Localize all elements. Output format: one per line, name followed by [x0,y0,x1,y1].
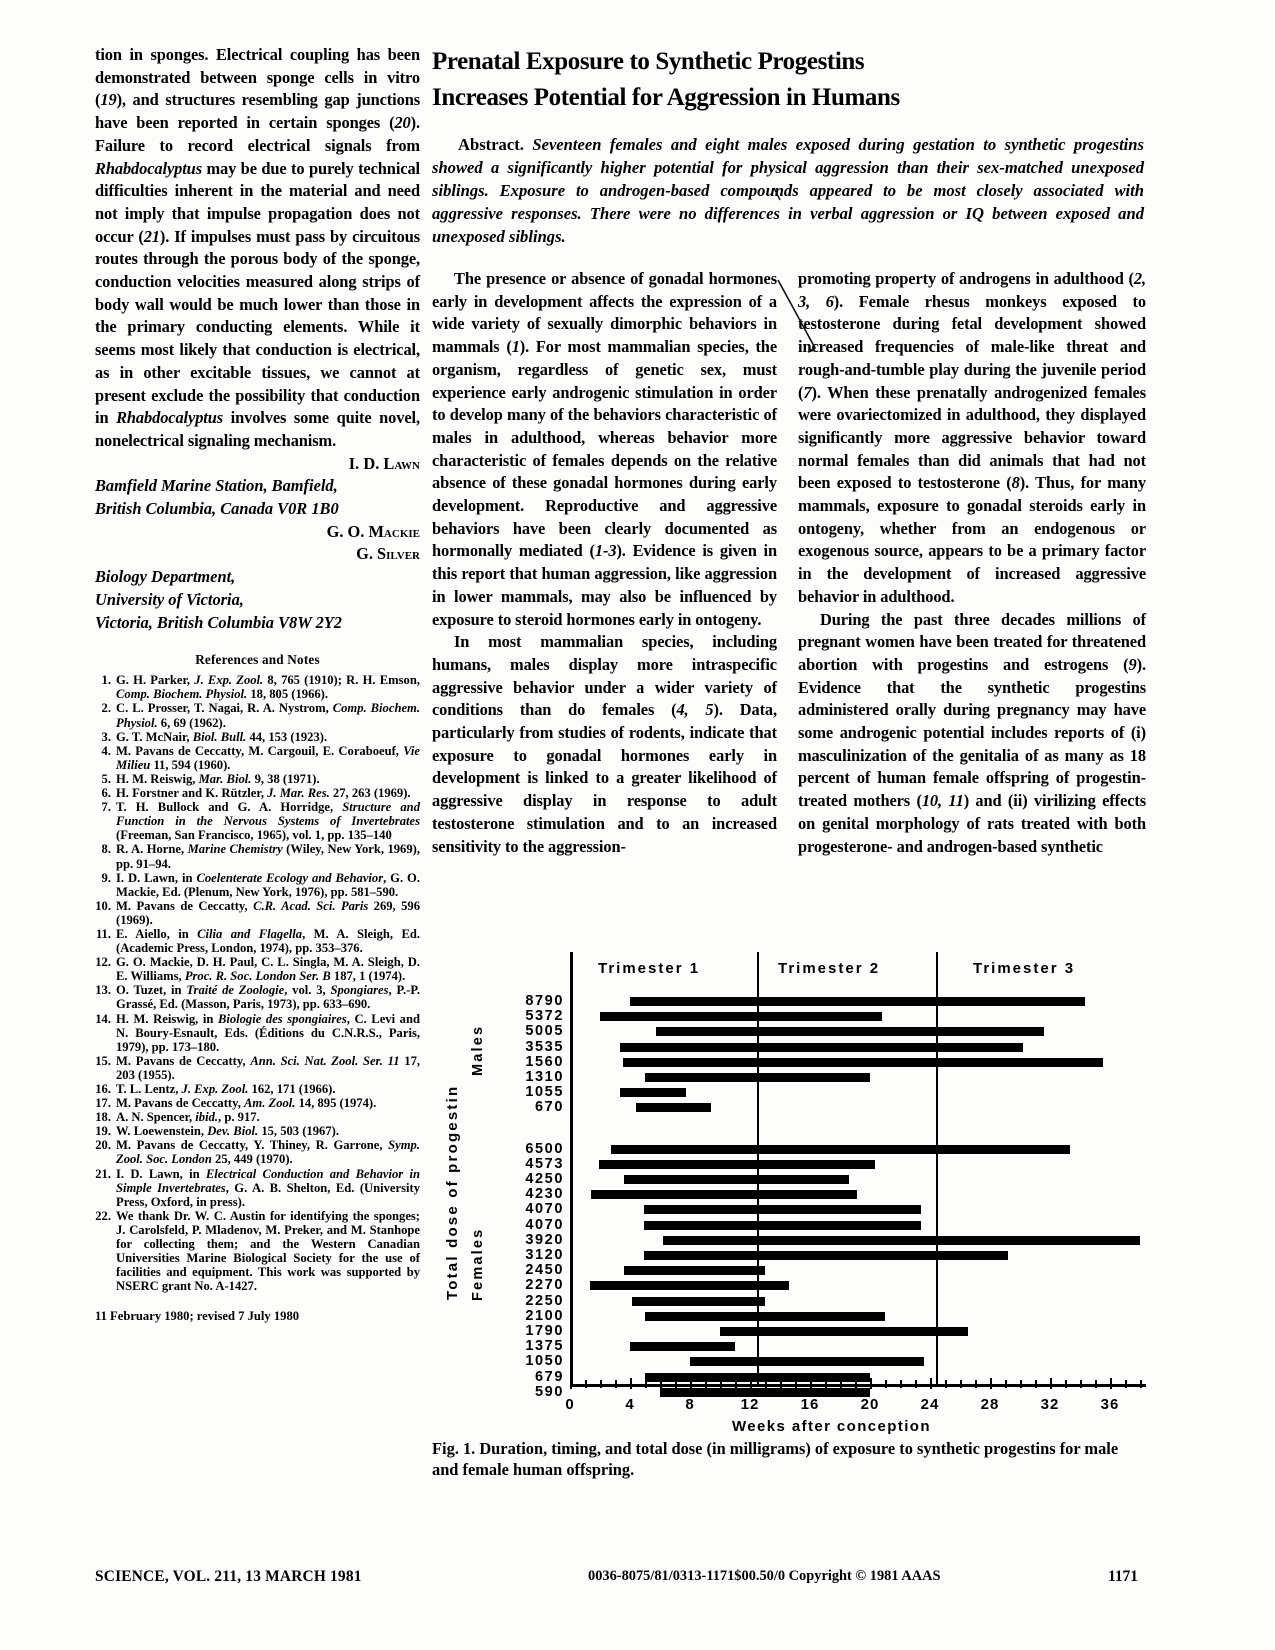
body-paragraph: In most mammalian species, including humans, males display more intraspecific aggressive behavior under a wider variety of conditions than do females (4, 5). Data, particularly from studies of rodents, indicate that exposure to gonadal hormones early in development is linked to a greater likelihood of aggressive display in response to adult testosterone stimulation and to an increased sensitivity to the aggression- [432,632,778,856]
reference-item [95,983,420,1011]
x-axis-minor-tick [615,1380,617,1388]
y-axis-title: Total dose of progestin [444,1084,461,1300]
x-axis-minor-tick [1125,1380,1127,1388]
x-axis-minor-tick [1065,1380,1067,1388]
abstract-label: Abstract. [458,135,524,154]
reference-text: E. Aiello, in Cilia and Flagella, M. A. Sleigh, Ed. (Academic Press, London, 1974), pp. 353–376. [116,926,420,956]
figure-1 [432,940,1147,1500]
dose-label: 4070 [525,1201,564,1218]
author-1-name [95,453,420,476]
dose-label: 2100 [525,1307,564,1324]
affiliation-line: Bamfield Marine Station, Bamfield, [95,476,338,496]
reference-text: M. Pavans de Ceccatty, C.R. Acad. Sci. Paris 269, 596 (1969). [116,898,421,927]
author-2-name [95,521,420,544]
exposure-bar [630,1342,735,1351]
exposure-bar [620,1043,1024,1052]
exposure-bar [611,1145,1070,1154]
reference-text: T. H. Bullock and G. A. Horridge, Structure and Function in the Nervous Systems of Invertebrates (Freeman, San Francisco, 1965), vol. 1, pp. 135–140 [116,800,420,843]
reference-item [95,927,420,955]
reference-item [95,1096,420,1110]
reference-item [95,730,420,744]
reference-number: 8. [101,842,111,857]
x-axis-minor-tick [885,1380,887,1388]
group-label-males: Males [470,1024,486,1077]
exposure-bar [645,1312,885,1321]
dose-label: 3120 [525,1247,564,1263]
exposure-bar [663,1236,1140,1245]
reference-item [95,899,420,927]
left-column [95,44,420,1324]
reference-number: 2. [101,701,111,716]
x-axis-major-tick [1050,1378,1052,1389]
x-axis-minor-tick [900,1380,902,1388]
x-axis-minor-tick [915,1380,917,1388]
dose-label: 2250 [525,1292,564,1309]
exposure-bar [656,1027,1045,1036]
x-axis-minor-tick [600,1380,602,1388]
dose-label: 8790 [525,993,564,1009]
x-axis-minor-tick [1140,1380,1142,1388]
dose-label: 5372 [525,1008,564,1025]
reference-text: W. Loewenstein, Dev. Biol. 15, 503 (1967). [116,1124,339,1139]
x-axis-minor-tick [735,1380,737,1388]
dose-label: 4230 [525,1186,564,1203]
body-paragraph: The presence or absence of gonadal hormones early in development affects the expression of a wide variety of sexually dimorphic behaviors in mammals (1). For most mammalian species, the organism, regardless of genetic sex, must experience early androgenic stimulation in order to develop many of the behaviors characteristic of males in adulthood, whereas behavior more characteristic of females depends on the relative absence of these gonadal hormones during early development. Reproductive and aggressive behaviors have been clearly documented as hormonally mediated (1-3). Evidence is given in this report that human aggression, like aggression in lower mammals, may also be influenced by exposure to steroid hormones early in ontogeny. [432,269,777,629]
x-axis-major-tick [630,1378,632,1389]
reference-item [95,701,420,729]
reference-number: 13. [95,983,111,998]
reference-item [95,1138,420,1166]
exposure-bar [644,1221,922,1230]
reference-text: M. Pavans de Ceccatty, M. Cargouil, E. Coraboeuf, Vie Milieu 11, 594 (1960). [116,743,420,772]
dose-label: 590 [535,1383,564,1400]
dose-label: 4573 [525,1155,564,1172]
dose-label: 5005 [525,1023,564,1040]
reference-item [95,1124,420,1138]
reference-number: 19. [95,1124,111,1139]
reference-number: 4. [101,743,111,758]
x-axis-minor-tick [645,1380,647,1388]
reference-number: 7. [101,800,111,815]
reference-number: 10. [95,898,111,913]
reference-number: 17. [95,1096,111,1111]
x-axis-title: Weeks after conception [732,1418,931,1435]
reference-text: C. L. Prosser, T. Nagai, R. A. Nystrom, Comp. Biochem. Physiol. 6, 69 (1962). [116,701,420,730]
reference-number: 5. [101,771,111,786]
y-axis-line [570,952,573,1384]
affiliation-line: British Columbia, Canada V0R 1B0 [95,499,339,519]
figure-1-chart [432,940,1147,1440]
x-tick-label: 36 [1100,1396,1120,1413]
exposure-bar [645,1373,870,1382]
x-axis-minor-tick [1005,1380,1007,1388]
dose-label: 1050 [525,1353,564,1370]
reference-text: H. M. Reiswig, in Biologie des spongiaires, C. Levi and N. Boury-Esnault, Eds. (Éditions du C.N.R.S., Paris, 1979), pp. 173–180. [116,1011,420,1054]
reference-item [95,871,420,899]
dose-label: 1375 [525,1338,564,1355]
x-axis-minor-tick [945,1380,947,1388]
exposure-bar [720,1327,968,1336]
exposure-bar [632,1297,766,1306]
dose-label: 1560 [525,1053,564,1070]
dose-label: 6500 [525,1140,564,1157]
article-title-line-1: Prenatal Exposure to Synthetic Progestins [432,48,865,75]
dose-label: 4250 [525,1171,564,1187]
reference-text: M. Pavans de Ceccatty, Am. Zool. 14, 895 (1974). [116,1096,377,1111]
reference-number: 3. [101,729,111,744]
dose-label: 1790 [525,1323,564,1339]
author-3-affiliation [95,566,420,634]
reference-text: H. M. Reiswig, Mar. Biol. 9, 38 (1971). [116,771,320,786]
submission-note: 11 February 1980; revised 7 July 1980 [95,1309,300,1324]
author-3-name [95,543,420,566]
article-header [432,44,1147,249]
reference-item [95,842,420,870]
reference-text: R. A. Horne, Marine Chemistry (Wiley, New York, 1969), pp. 91–94. [116,842,420,871]
x-axis-minor-tick [780,1380,782,1388]
x-axis-minor-tick [840,1380,842,1388]
dose-label: 2270 [525,1277,564,1294]
x-tick-label: 0 [565,1396,575,1413]
trimester-label-1: Trimester 1 [598,960,701,977]
dose-label: 2450 [525,1262,564,1279]
reference-item [95,772,420,786]
reference-text: G. H. Parker, J. Exp. Zool. 8, 765 (1910); R. H. Emson, Comp. Biochem. Physiol. 18, 805 (1966). [116,673,420,702]
article-abstract [432,134,1144,249]
body-column-right [798,268,1146,858]
author-name-text: G. O. Mackie [326,521,420,541]
x-axis-major-tick [930,1378,932,1389]
figure-caption: Fig. 1. Duration, timing, and total dose (in milligrams) of exposure to synthetic progestins for male and female human offspring. [432,1439,1119,1479]
exposure-bar [623,1058,1103,1067]
reference-text: O. Tuzet, in Traité de Zoologie, vol. 3, Spongiares, P.-P. Grassé, Ed. (Masson, Paris, 1973), pp. 633–690. [116,983,421,1012]
x-axis-major-tick [870,1378,872,1389]
x-axis-minor-tick [795,1380,797,1388]
reference-number: 16. [95,1082,111,1096]
reference-number: 15. [95,1053,111,1068]
reference-item [95,1209,420,1294]
author-name-text: I. D. Lawn [348,453,420,473]
reference-item [95,800,420,842]
body-paragraph: promoting property of androgens in adulthood (2, 3, 6). Female rhesus monkeys exposed to testosterone during fetal development showed increased frequencies of male-like threat and rough-and-tumble play during the juvenile period (7). When these prenatally androgenized females were ovariectomized in adulthood, they displayed significantly more aggressive behavior toward normal females than did animals that had not been exposed to testosterone (8). Thus, for many mammals, exposure to gonadal steroids early in ontogeny, whether from an endogenous or exogenous source, appears to be a primary factor in the development of increased aggressive behavior in adulthood. [798,269,1146,606]
x-axis-major-tick [690,1378,692,1389]
dose-label: 3920 [525,1231,564,1248]
x-axis-major-tick [750,1378,752,1389]
reference-number: 21. [95,1166,111,1181]
x-axis-minor-tick [705,1380,707,1388]
x-axis-minor-tick [1035,1380,1037,1388]
x-axis-minor-tick [975,1380,977,1388]
x-tick-label: 20 [860,1396,880,1413]
x-axis-minor-tick [660,1380,662,1388]
exposure-bar [644,1251,1009,1260]
reference-number: 12. [95,955,111,970]
reference-text: A. N. Spencer, ibid., p. 917. [116,1110,260,1125]
exposure-bar [644,1205,922,1214]
trimester-label-2: Trimester 2 [778,960,881,977]
group-label-females: Females [470,1227,486,1301]
reference-number: 18. [95,1110,111,1125]
author-1-affiliation [95,475,420,520]
reference-text: G. T. McNair, Biol. Bull. 44, 153 (1923). [116,729,328,744]
continued-article-text [95,44,420,453]
reference-item [95,786,420,800]
reference-number: 22. [95,1208,111,1223]
trimester-2-3-divider [936,952,938,1386]
exposure-bar [620,1088,686,1097]
reference-item [95,1054,420,1082]
article-title [432,44,1132,116]
dose-label: 679 [535,1368,564,1385]
exposure-bar [591,1190,857,1199]
x-axis-major-tick [990,1378,992,1389]
reference-text: M. Pavans de Ceccatty, Ann. Sci. Nat. Zool. Ser. 11 17, 203 (1955). [116,1053,421,1082]
reference-text: I. D. Lawn, in Coelenterate Ecology and Behavior, G. O. Mackie, Ed. (Plenum, New York, 1976), pp. 581–590. [116,870,420,899]
references-list [95,673,420,1293]
reference-text: G. O. Mackie, D. H. Paul, C. L. Singla, M. A. Sleigh, D. E. Williams, Proc. R. Soc. London Ser. B 187, 1 (1974). [116,955,420,984]
reference-text: T. L. Lentz, J. Exp. Zool. 162, 171 (1966). [116,1082,336,1096]
x-axis-minor-tick [675,1380,677,1388]
abstract-text: Seventeen females and eight males exposed during gestation to synthetic progestins showed a significantly higher potential for physical aggression than their sex-matched unexposed siblings. Exposure to androgen-based compounds appeared to be most closely associated with aggressive responses. There were no differences in verbal aggression or IQ between exposed and unexposed siblings. [432,135,1144,246]
x-axis-minor-tick [1080,1380,1082,1388]
reference-text: H. Forstner and K. Rützler, J. Mar. Res. 27, 263 (1969). [116,786,411,801]
x-tick-label: 28 [980,1396,1000,1413]
affiliation-line: University of Victoria, [95,589,244,609]
x-axis-minor-tick [855,1380,857,1388]
trimester-label-3: Trimester 3 [973,960,1076,977]
x-tick-label: 24 [920,1396,940,1413]
x-tick-label: 16 [800,1396,820,1413]
x-tick-label: 12 [740,1396,760,1413]
x-axis-major-tick [810,1378,812,1389]
x-axis-minor-tick [1095,1380,1097,1388]
x-axis-minor-tick [765,1380,767,1388]
reference-item [95,673,420,701]
reference-number: 14. [95,1011,111,1026]
reference-number: 20. [95,1138,111,1153]
reference-number: 11. [95,926,111,941]
x-tick-label: 4 [625,1396,635,1413]
affiliation-line: Biology Department, [95,567,236,587]
reference-number: 6. [101,786,111,801]
reference-text: M. Pavans de Ceccatty, Y. Thiney, R. Garrone, Symp. Zool. Soc. London 25, 449 (1970). [116,1138,420,1167]
x-axis-minor-tick [825,1380,827,1388]
x-tick-label: 8 [685,1396,695,1413]
reference-number: 1. [101,673,111,688]
exposure-bar [599,1160,875,1169]
exposure-bar [590,1281,790,1290]
x-axis-line [570,1384,1146,1387]
page-footer [0,1568,1275,1608]
exposure-bar [624,1175,849,1184]
exposure-bar [600,1012,882,1021]
x-tick-label: 32 [1040,1396,1060,1413]
dose-label: 1055 [525,1084,564,1101]
exposure-bar [636,1103,711,1112]
x-axis-minor-tick [960,1380,962,1388]
x-axis-minor-tick [585,1380,587,1388]
exposure-bar [630,997,1085,1006]
dose-label: 3535 [525,1038,564,1055]
footer-journal-info: SCIENCE, VOL. 211, 13 MARCH 1981 [95,1568,362,1585]
footer-copyright: 0036-8075/81/0313-1171$00.50/0 Copyright © 1981 AAAS [588,1568,941,1584]
x-axis-major-tick [570,1378,572,1389]
author-name-text: G. Silver [356,544,420,564]
reference-item [95,1012,420,1054]
article-title-line-2: Increases Potential for Aggression in Humans [432,84,900,111]
reference-item [95,744,420,772]
exposure-bar [690,1357,924,1366]
dose-label: 1310 [525,1069,564,1085]
dose-label: 670 [535,1099,564,1116]
x-axis-minor-tick [1020,1380,1022,1388]
reference-text: We thank Dr. W. C. Austin for identifying the sponges; J. Carolsfeld, P. Mladenov, M. Preker, and M. Stanhope for collecting them; and the Western Canadian Universities Marine Biological Society for the use of facilities and equipment. This work was supported by NSERC grant No. A-1427. [116,1208,420,1294]
footer-page-number: 1171 [1108,1568,1138,1585]
x-axis-major-tick [1110,1378,1112,1389]
reference-item [95,1110,420,1124]
x-axis-minor-tick [720,1380,722,1388]
exposure-bar [645,1073,870,1082]
exposure-bar [624,1266,765,1275]
reference-item [95,1082,420,1096]
reference-number: 9. [101,870,111,885]
reference-item [95,955,420,983]
references-heading: References and Notes [195,652,320,668]
affiliation-line: Victoria, British Columbia V8W 2Y2 [95,612,342,632]
reference-item [95,1167,420,1209]
reference-text: I. D. Lawn, in Electrical Conduction and Behavior in Simple Invertebrates, G. A. B. Shelton, Ed. (University Press, Oxford, in press). [116,1166,420,1209]
body-paragraph: During the past three decades millions of pregnant women have been treated for threatened abortion with progestins and estrogens (9). Evidence that the synthetic progestins administered orally during pregnancy may have some androgenic potential includes reports of (i) masculinization of the genitalia of as many as 18 percent of human female offspring of progestin-treated mothers (10, 11) and (ii) virilizing effects on genital morphology of rats treated with both progesterone- and androgen-based synthetic [798,609,1146,856]
body-column-left [432,268,777,858]
left-column-paragraph: tion in sponges. Electrical coupling has been demonstrated between sponge cells in vitro (19), and structures resembling gap junctions have been reported in certain sponges (20). Failure to record electrical signals from Rhabdocalyptus may be due to purely technical difficulties inherent in the material and need not imply that impulse propagation does not occur (21). If impulses must pass by circuitous routes through the porous body of the sponge, conduction velocities measured along strips of body wall would be much lower than those in the primary conducting elements. While it seems most likely that conduction is electrical, as in other excitable tissues, we cannot at present exclude the possibility that conduction in Rhabdocalyptus involves some quite novel, nonelectrical signaling mechanism. [95,45,421,450]
dose-label: 4070 [525,1216,564,1233]
